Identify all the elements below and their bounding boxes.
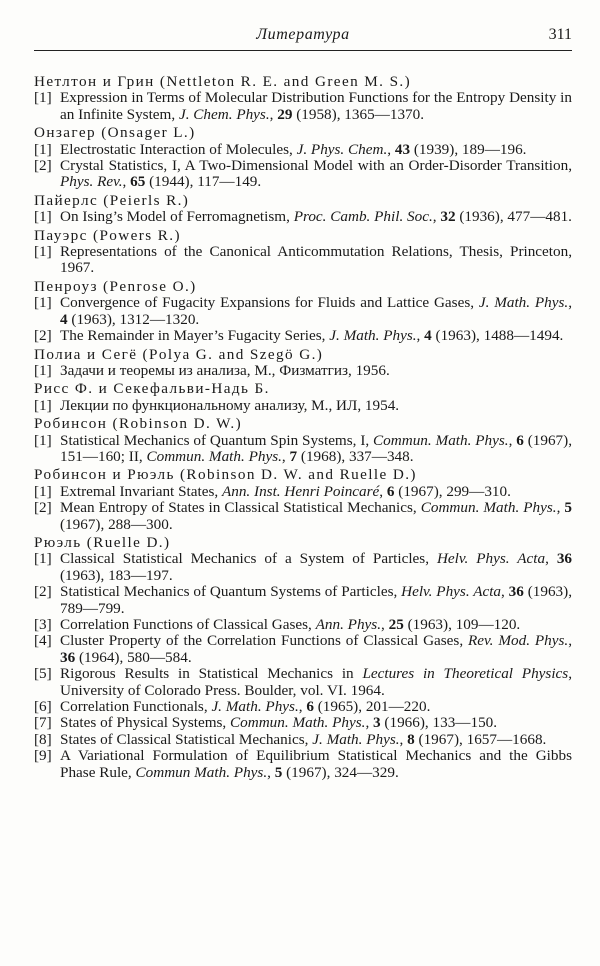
reference-number: [2] [34, 327, 52, 345]
author-heading: Робинсон (Robinson D. W.) [34, 415, 243, 433]
author-heading: Пауэрс (Powers R.) [34, 226, 181, 244]
page-number: 311 [548, 26, 572, 43]
reference-number: [1] [34, 550, 52, 568]
reference-text: Correlation Functions of Classical Gases, Ann. Phys., 25 (1963), 109—120. [60, 616, 521, 633]
reference-text: Expression in Terms of Molecular Distribution Functions for the Entropy Density in an Infinite System, J. Chem. Phys., 29 (1958), 1365—1370. [60, 89, 572, 123]
reference-number: [1] [34, 140, 52, 158]
reference-text: Extremal Invariant States, Ann. Inst. Henri Poincaré, 6 (1967), 299—310. [60, 482, 511, 500]
reference-item [34, 500, 572, 533]
reference-item [34, 209, 572, 225]
author-heading: Пенроуз (Penrose O.) [34, 277, 197, 295]
reference-item [34, 90, 572, 123]
reference-number: [1] [34, 208, 52, 226]
reference-item [34, 328, 572, 344]
reference-item [34, 244, 572, 277]
reference-number: [8] [34, 730, 52, 748]
reference-number: [7] [34, 714, 52, 732]
reference-item [34, 142, 572, 158]
reference-number: [1] [34, 89, 52, 107]
reference-text: Cluster Property of the Correlation Functions of Classical Gases, Rev. Mod. Phys., 36 (1964), 580—584. [60, 632, 572, 666]
reference-number: [2] [34, 157, 52, 175]
reference-number: [1] [34, 396, 52, 414]
author-heading: Онзагер (Onsager L.) [34, 124, 196, 142]
reference-item [34, 484, 572, 500]
reference-text: Задачи и теоремы из анализа, М., Физматгиз, 1956. [60, 361, 390, 379]
reference-item [34, 715, 572, 731]
reference-text: The Remainder in Mayer’s Fugacity Series, J. Math. Phys., 4 (1963), 1488—1494. [60, 327, 564, 345]
bibliography-list [34, 72, 572, 781]
reference-text: Rigorous Results in Statistical Mechanics in Lectures in Theoretical Physics, University of Colorado Press. Boulder, vol. VI. 1964. [60, 665, 572, 699]
reference-text: Statistical Mechanics of Quantum Systems of Particles, Helv. Phys. Acta, 36 (1963), 789—799. [60, 583, 572, 617]
reference-number: [1] [34, 431, 52, 449]
author-heading: Рюэль (Ruelle D.) [34, 533, 171, 551]
reference-text: Classical Statistical Mechanics of a System of Particles, Helv. Phys. Acta, 36 (1963), 183—197. [60, 550, 572, 584]
reference-number: [4] [34, 632, 52, 650]
reference-text: States of Classical Statistical Mechanics, J. Math. Phys., 8 (1967), 1657—1668. [60, 730, 547, 748]
reference-text: Electrostatic Interaction of Molecules, J. Phys. Chem., 43 (1939), 189—196. [60, 140, 527, 158]
reference-number: [1] [34, 294, 52, 312]
reference-item [34, 551, 572, 584]
reference-item [34, 666, 572, 699]
reference-text: A Variational Formulation of Equilibrium Statistical Mechanics and the Gibbs Phase Rule, Commun Math. Phys., 5 (1967), 324—329. [60, 747, 572, 781]
reference-number: [9] [34, 747, 52, 765]
reference-text: Mean Entropy of States in Classical Statistical Mechanics, Commun. Math. Phys., 5 (1967), 288—300. [60, 499, 572, 533]
reference-text: Statistical Mechanics of Quantum Spin Systems, I, Commun. Math. Phys., 6 (1967), 151—160; II, Commun. Math. Phys., 7 (1968), 337—348. [60, 431, 573, 465]
reference-item [34, 748, 572, 781]
author-heading: Полиа и Сегё (Polya G. and Szegö G.) [34, 345, 324, 363]
reference-item [34, 398, 572, 414]
reference-number: [1] [34, 243, 52, 261]
reference-number: [1] [34, 361, 52, 379]
reference-text: Correlation Functionals, J. Math. Phys., 6 (1965), 201—220. [60, 698, 431, 716]
author-heading: Робинсон и Рюэль (Robinson D. W. and Ruelle D.) [34, 466, 417, 484]
reference-number: [6] [34, 698, 52, 716]
reference-item [34, 732, 572, 748]
reference-number: [5] [34, 665, 52, 683]
author-heading: Пайерлс (Peierls R.) [34, 191, 190, 209]
reference-text: On Ising’s Model of Ferromagnetism, Proc. Camb. Phil. Soc., 32 (1936), 477—481. [60, 208, 572, 226]
reference-text: Лекции по функциональному анализу, М., ИЛ, 1954. [60, 396, 400, 414]
reference-item [34, 363, 572, 379]
reference-item [34, 617, 572, 633]
author-heading: Рисс Ф. и Секефальви-Надь Б. [34, 380, 270, 398]
reference-number: [2] [34, 583, 52, 601]
reference-text: Convergence of Fugacity Expansions for Fluids and Lattice Gases, J. Math. Phys., 4 (1963), 1312—1320. [60, 294, 572, 328]
reference-number: [3] [34, 616, 52, 633]
reference-item [34, 433, 572, 466]
reference-item [34, 158, 572, 191]
reference-item [34, 295, 572, 328]
reference-item [34, 584, 572, 617]
running-header [34, 20, 572, 51]
author-heading: Нетлтон и Грин (Nettleton R. E. and Green M. S.) [34, 73, 412, 90]
running-title: Литература [256, 26, 350, 43]
reference-text: Crystal Statistics, I, A Two-Dimensional Model with an Order-Disorder Transition, Phys. Rev., 65 (1944), 117—149. [60, 157, 572, 191]
reference-text: Representations of the Canonical Anticommutation Relations, Thesis, Princeton, 1967. [60, 243, 572, 277]
reference-item [34, 633, 572, 666]
reference-item [34, 699, 572, 715]
reference-number: [2] [34, 499, 52, 517]
reference-number: [1] [34, 482, 52, 500]
reference-text: States of Physical Systems, Commun. Math. Phys., 3 (1966), 133—150. [60, 714, 498, 732]
